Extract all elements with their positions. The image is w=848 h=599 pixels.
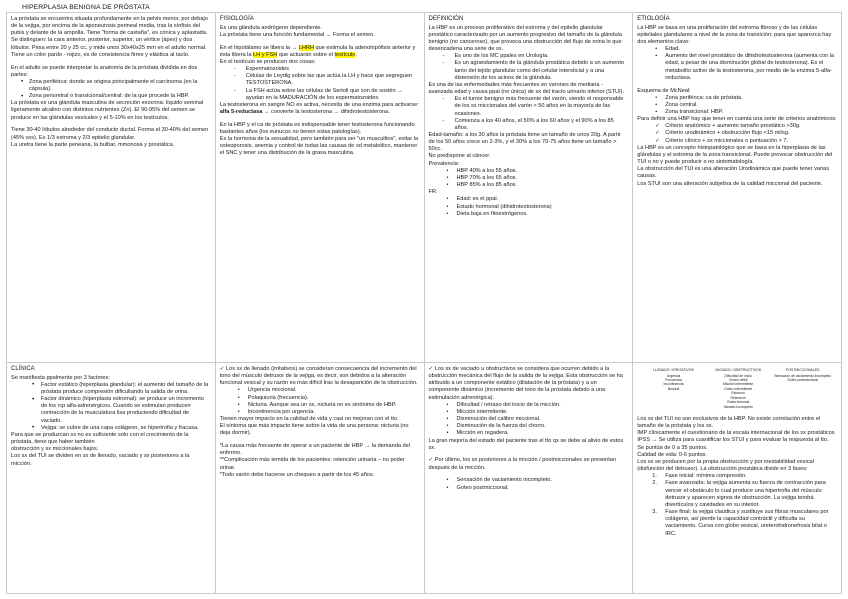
paragraph: La HBP se basa en una proliferación del estroma fibroso y de las células epiteliales glandulares a nivel de la zona de transición; para que aparezca hay dos elementos clave: bbox=[637, 24, 832, 45]
text-run: La testosterona en sangre NO es activa, necesita de una enzima para activarse: bbox=[219, 101, 419, 108]
table-cell: Retención bbox=[730, 395, 746, 400]
llenado-cell bbox=[216, 363, 425, 593]
table-row bbox=[6, 13, 842, 363]
page-title: HIPERPLASIA BENIGNA DE PRÓSTATA bbox=[22, 4, 150, 11]
anatomy-cell bbox=[7, 13, 216, 362]
list-item: - Células de Leydig sobre las que actúa la LH y hace que segreguen TESTOSTERONA. bbox=[220, 73, 420, 87]
table-cell: Esfuerzo bbox=[731, 391, 745, 396]
highlight: LH y FSH bbox=[253, 51, 278, 58]
list-item: • Zona periuretral o transicional/central: de la que procede la HBP. bbox=[11, 93, 211, 100]
table-cell: Micción intermitente bbox=[723, 382, 754, 387]
table-row bbox=[6, 363, 842, 594]
definicion-cell bbox=[425, 13, 634, 362]
paragraph: Los sx se producen por la propia obstrucción y por inestabilidad vesical (disfunción del detrusor). La obstrucción prostática divide en 3 fases: bbox=[637, 458, 814, 473]
list-item: - Es uno de los MC ppales en Urología. bbox=[429, 53, 629, 60]
paragraph bbox=[220, 102, 420, 116]
paragraph: obstrucción y sx miccionales bajos. bbox=[11, 446, 99, 453]
clinica-cell bbox=[7, 363, 216, 593]
note: *Todo varón debe hacerse un chequeo a partir de los 45 años. bbox=[219, 471, 375, 478]
numbered-list bbox=[637, 473, 837, 537]
list-item: • Urgencia miccional. bbox=[220, 387, 420, 394]
list-item: • Factor estático (hiperplasia glandular): el aumento del tamaño de la próstata produce compresión dificultando la salida de orina. bbox=[11, 382, 211, 396]
list-item: - Es un agrandamiento de la glándula prostática debido a un aumento tanto del tejido glandular como del celular intersticial y a una distensión de los acinos de la glándula. bbox=[429, 60, 629, 81]
text-run: que estimula la adenohipófisis anterior y ésta libera la bbox=[219, 44, 416, 58]
table-column bbox=[706, 368, 771, 412]
bullet-list bbox=[429, 477, 629, 491]
paragraph: Edad-tamaño: a los 30 años la próstata tiene un tamaño de unos 20g. A partir de los 50 años crece un 2-3%, y el 30% a los 70-75 años tiene un tamaño > 50cc. bbox=[428, 132, 621, 153]
paragraph: IMP clínicamente el cuestionario de la escala internacional de los sx prostáticos IPSS → Se utiliza para cuantificar los STUI y para evaluar la respuesta al tto. bbox=[637, 430, 835, 444]
bullet-list bbox=[637, 46, 837, 82]
list-item: • Disminución de la fuerza del chorro. bbox=[429, 423, 629, 430]
list-item: - Espermatozoides bbox=[220, 66, 420, 73]
vaciado-cell bbox=[425, 363, 634, 593]
table-header: LLENADO / IRRITATIVOS bbox=[653, 368, 694, 372]
list-item: • Micción intermitente. bbox=[429, 409, 629, 416]
highlight: testículo bbox=[334, 51, 356, 58]
list-item: • Vejiga: se cubre de una capa colágeno, se hipertrofia y fracasa. bbox=[11, 425, 211, 432]
list-item: • Micción en regadera. bbox=[429, 430, 629, 437]
paragraph: FR: bbox=[428, 189, 438, 196]
list-item: 3. Fase final: la vejiga claudica y sustituye sus fibras musculares por colágeno, así pierde la capacidad contráctil y dificulta su vaciamiento. Cursa con globo vesical, ureterohidronefrosis bilat o IRC. bbox=[637, 509, 837, 538]
table-column bbox=[641, 368, 706, 412]
list-item: ✓ Criterio urodinámico + obstrucción flujo <15 ml/sg. bbox=[637, 130, 837, 137]
list-item: ✓ Criterio clínico + sx miccionales o puntuación > 7. bbox=[637, 138, 837, 145]
list-item: • Dificultad / retraso del inicio de la micción. bbox=[429, 402, 629, 409]
list-item: • Polaquiuria (frecuencia). bbox=[220, 395, 420, 402]
list-item: • Disminución del calibre miccional. bbox=[429, 416, 629, 423]
paragraph: En el testículo se producen dos cosas: bbox=[219, 58, 316, 65]
table-cell: Dificultad de inicio bbox=[724, 373, 752, 378]
list-item: • HBP 85% a los 85 años. bbox=[429, 182, 629, 189]
text-run: En el hipotálamo se libera la → bbox=[219, 44, 298, 51]
paragraph: Se distinguen: la cara anterior, posterior, superior, un vértice (ápex) y dos lóbulos. Pesa entre 20 y 25 cc, y mide unos 30x40x25 mm en el adulto normal. Tiene un color pardo - rojizo, es de consistencia firme y elástica al tacto. bbox=[11, 37, 207, 58]
paragraph: La HBP es un concepto histopatológico que se basa en la hiperplasia de las glándulas y el estroma de la zona transicional. Puede provocar obstrucción del TUI o no y puede producir o no sintomatología. bbox=[637, 144, 833, 166]
paragraph: Tienen mayor impacto en la calidad de vida y casi no mejoran con el tto. bbox=[219, 416, 399, 423]
paragraph: Es una de las enfermedades más frecuentes en varones de mediana - avanzada edad y causa ppal (no única) de sx del tracto urinario inferior (STUI). bbox=[428, 81, 625, 96]
check-list bbox=[637, 123, 837, 144]
fisiologia-cell bbox=[216, 13, 425, 362]
paragraph: En la HBP y el ca de próstata es indispensable tener testosterona funcionando bastantes años (los eunucos no tienen estas patologías). bbox=[219, 121, 415, 135]
list-item: • HBP 40% a los 55 años. bbox=[429, 168, 629, 175]
list-item: • Factor dinámico (hiperplasia estromal): se produce un incremento de los rcp alfa-adrenérgicos. Cuando se estimulan producen contracción de la musculatura lisa produciendo dificultad de vaciado. bbox=[11, 396, 211, 425]
paragraph: Esquema de McNeal: bbox=[637, 87, 691, 94]
symptom-table bbox=[641, 368, 835, 412]
dash-list bbox=[220, 66, 420, 102]
table-cell: Incontinencia bbox=[663, 382, 684, 387]
list-item: - Comienza a los 40 años, el 50% a los 60 años y el 90% a los 85 años. bbox=[429, 118, 629, 132]
table-cell: Nicturia bbox=[667, 386, 680, 391]
list-item: • Edad: es el ppal. bbox=[429, 196, 629, 203]
list-item: • Estado hormonal (dihidrotestosterona) bbox=[429, 204, 629, 211]
paragraph: Los sx del TUI no son exclusivos de la HBP. No existe correlación entre el tamaño de la próstata y los sx. bbox=[637, 416, 821, 430]
paragraph: Los sx del TUI se dividen en sx de llenado, vaciado y sx posteriores a la micción. bbox=[11, 453, 190, 467]
paragraph: Se puntúa de 0 a 35 puntos. bbox=[637, 444, 708, 451]
list-item: • Incontinencia por urgencia. bbox=[220, 409, 420, 416]
paragraph bbox=[220, 45, 420, 59]
paragraph: Calidad de vida: 0-6 puntos. bbox=[637, 451, 707, 458]
table-cell: Chorro débil bbox=[728, 377, 748, 382]
table-cell: Vaciado incompleto bbox=[723, 404, 753, 409]
list-item: • Edad. bbox=[637, 46, 837, 53]
paragraph: ✓ Los sx de vaciado u obstructivos se considera que ocurren debido a la obstrucción mecánica del flujo de la salida de la vejiga. Esta obstrucción se ha atribuido a un componente estático (dilatación de la próstata) y a un componente dinámico (incremento del tono de la próstata debido a una estimulación adrenérgica). bbox=[428, 366, 623, 401]
section-heading: CLÍNICA bbox=[11, 366, 35, 372]
paragraph: Para que se produzcan sx no es suficiente solo con el crecimiento de la próstata, tiene que haber también bbox=[11, 431, 189, 446]
paragraph: La uretra tiene la parte peneana, la bulbar, mmonosa y prostática. bbox=[11, 141, 175, 148]
bullet-list bbox=[11, 382, 211, 432]
text-run: . bbox=[355, 51, 357, 58]
paragraph: La HBP es un proceso proliferativo del estroma y del epitelio glandular prostático caracterizado por un aumento progresivo del tamaño de la glándula benigno (no canceroso), que provoca una obstrucción del flujo de orina lo que desencadena una serie de sx. bbox=[428, 24, 622, 53]
etiologia-cell bbox=[633, 13, 842, 362]
paragraph: La obstrucción del TUI es una alteración Urodinámica que puede tener varias causas. bbox=[637, 166, 829, 180]
list-item: • Sensación de vaciamiento incompleto. bbox=[429, 477, 629, 484]
paragraph: El síntoma que más impacto tiene sobre la vida de una persona: nicturia (no deja dormir). bbox=[219, 423, 409, 437]
table-column bbox=[770, 368, 835, 412]
list-item: 2. Fase avanzada: la vejiga aumenta su fuerza de contracción para vencer el obstáculo lo cual produce una hipertrofia del músculo detrusor y aparecen signos de obstrucción. La vejiga tendrá divertículos y cavidades en su interior. bbox=[637, 480, 837, 509]
section-heading: DEFINICIÓN bbox=[428, 16, 464, 22]
text-run: que actuarán sobre el bbox=[277, 51, 335, 58]
table-cell: Goteo postmiccional bbox=[787, 377, 819, 382]
highlight: LHRH bbox=[298, 44, 314, 51]
table-cell: Goteo intermitente bbox=[724, 386, 753, 391]
list-item: • Nicturia. Aunque sea un sx, nicturia no es sinónimo de HBP. bbox=[220, 402, 420, 409]
bullet-list bbox=[429, 196, 629, 217]
paragraph: Para definir una HBP hay que tener en cuenta una serie de criterios anatómicos: bbox=[637, 116, 837, 123]
paragraph: La próstata se encuentra situada profundamente en la pelvis menor, por debajo de la vejiga, por encima de la aponeurosis perineal media, tras la sínfisis del pubis y delante de la ampolla. Tiene "forma de castaña", es cónica y aplastada. bbox=[11, 16, 208, 37]
text-run: → convierte la testosterona → dihidrotestosterona. bbox=[262, 108, 390, 115]
paragraph: En el adulto se puede interpretar la anatomía de la próstata dividida en dos partes: bbox=[11, 64, 198, 78]
section-heading: ETIOLOGÍA bbox=[637, 16, 670, 22]
list-item: • Goteo postmiccional. bbox=[429, 485, 629, 492]
notes-table bbox=[6, 12, 842, 594]
paragraph: Prevalencia: bbox=[428, 160, 460, 167]
paragraph: No predispone al cáncer. bbox=[428, 153, 491, 160]
paragraph: ✓ Los sx de llenado (irritativos) se consideran consecuencia del incremento del tono del músculo detrusor de la vejiga, es decir, son debidos a la alteración funcional vesical y su razón es más difícil tras la desaparición de la obstrucción. bbox=[219, 366, 418, 387]
list-item: - La FSH actúa sobre las células de Sertoli que son de sostén → ayudan en la MADURACIÓN de los espermatozoides. bbox=[220, 88, 420, 102]
list-item: ✓ Criterio anatómico + aumento tamaño prostático >30g. bbox=[637, 123, 837, 130]
paragraph: Tiene 30-40 lóbulos alrededor del conducto ductal. Forma el 30-40% del semen (45% vss). Es 1/3 estroma y 2/3 epitelio glandular. bbox=[11, 127, 209, 141]
bullet-list bbox=[220, 387, 420, 416]
paragraph: Es la hormona de la sexualidad, pero también para ser "un musculitos", evitar la osteoporosis, anemia y control de todas las causas de sd metabólico, mantener el SNC y tener una distribución de la grasa masculina. bbox=[219, 136, 419, 157]
table-cell: Frecuencia bbox=[665, 377, 682, 382]
list-item: - Es el tumor benigno más frecuente del varón, siendo el responsable de los sx miccionales del varón > 50 años en la mayoría de las ocasiones. bbox=[429, 96, 629, 117]
paragraph: La gran mejoría del estado del paciente tras el tto qx se debe al alivio de estos sx. bbox=[428, 437, 624, 451]
table-header: POSTMICCIONALES bbox=[785, 368, 820, 372]
list-item: • Zona transicional: HBP. bbox=[637, 109, 837, 116]
table-header: VACIADO / OBSTRUCTIVOS bbox=[715, 368, 762, 372]
paragraph: La próstata tiene una función fundamental → Forma el semen. bbox=[219, 31, 375, 38]
section-heading: FISIOLOGÍA bbox=[219, 16, 254, 22]
bullet-list bbox=[429, 402, 629, 438]
bullet-list bbox=[637, 95, 837, 116]
list-item: 1. Fase inicial: mínima compresión. bbox=[637, 473, 837, 480]
table-cell: Urgencia bbox=[666, 373, 681, 378]
ipss-cell bbox=[633, 363, 842, 593]
list-item: • Dieta baja en fitoestrógenos. bbox=[429, 211, 629, 218]
note: *La causa más frecuente de operar a un paciente de HBP → la demanda del enfermo. bbox=[219, 443, 410, 457]
list-item: • Aumento del nivel prostático de dihidrotestosterona (aumenta con la edad, a pesar de una disminución global de testosterona). Es el metabolito activo de la testosterona, por medio de la enzima 5-alfa-reductasa. bbox=[637, 53, 837, 82]
paragraph: Se manifiesta ppalmente por 3 factores: bbox=[11, 374, 110, 381]
list-item: • Zona periférica: donde se origina principalmente el carcinoma (en la cápsula). bbox=[11, 79, 211, 93]
bold-text: alfa 5-reductasa bbox=[219, 108, 263, 115]
table-cell: Goteo terminal bbox=[726, 400, 750, 405]
paragraph: ✓ Por último, los sx posteriores a la micción / postmiccionales se presentan después de la micción. bbox=[428, 457, 616, 471]
bullet-list bbox=[429, 168, 629, 189]
list-item: • Zona periférica: ca de próstata. bbox=[637, 95, 837, 102]
list-item: • Zona central. bbox=[637, 102, 837, 109]
dash-list bbox=[429, 53, 629, 82]
list-item: • HBP 70% a los 65 años. bbox=[429, 175, 629, 182]
bullet-list bbox=[11, 79, 211, 100]
table-cell: Sensación de vaciamiento incompleto bbox=[774, 373, 832, 378]
dash-list bbox=[429, 96, 629, 132]
note: **Complicación más temida de los pacientes: retención urinaria – no poder orinar. bbox=[219, 457, 405, 471]
paragraph: Los STUI son una alteración subjetiva de la calidad miccional del paciente. bbox=[637, 180, 823, 187]
paragraph: La próstata es una glándula masculina de secreción exocrina: líquido seminal ligeramente alcalino con distintos nutrientes (Zn). El 90-95% del semen se produce en las glándulas vesicales y el 5-10% en los testículos. bbox=[11, 100, 204, 121]
paragraph: Es una glándula andrógeno dependiente. bbox=[219, 24, 323, 31]
